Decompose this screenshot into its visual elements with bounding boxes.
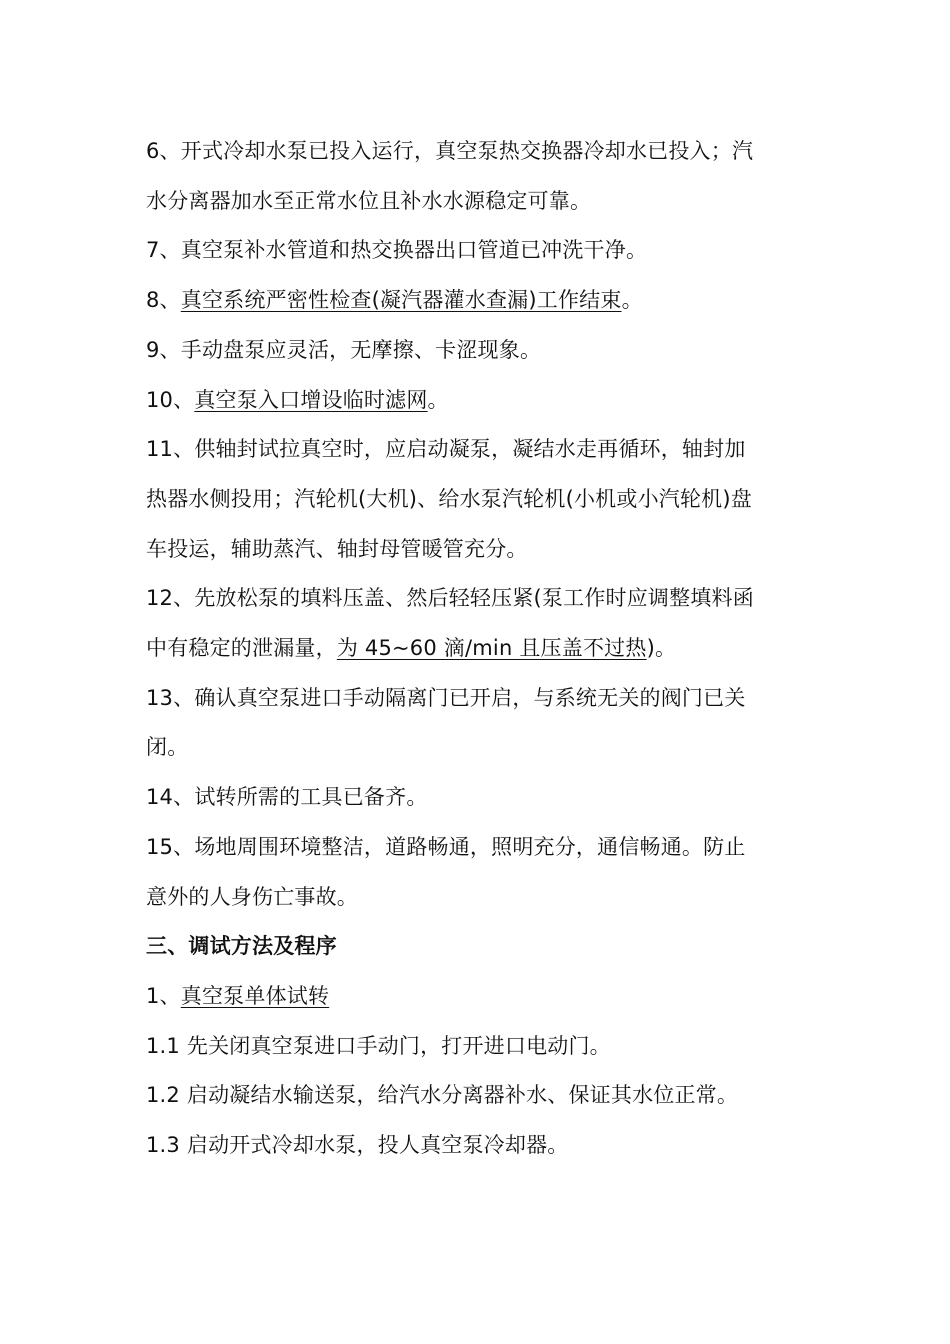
paragraph-line bbox=[146, 434, 746, 464]
text-segment: 热器水侧投用；汽轮机(大机)、给水泵汽轮机(小机或小汽轮机)盘 bbox=[146, 486, 752, 511]
paragraph-line bbox=[146, 882, 358, 912]
text-segment: )。 bbox=[646, 636, 677, 660]
text-segment: 1.3 启动开式冷却水泵，投人真空泵冷却器。 bbox=[146, 1133, 569, 1157]
paragraph-line bbox=[146, 285, 643, 315]
text-segment: 14、试转所需的工具已备齐。 bbox=[146, 785, 428, 810]
text-segment: 12、先放松泵的填料压盖、然后轻轻压紧(泵工作时应调整填料函 bbox=[146, 586, 754, 611]
paragraph-line bbox=[146, 484, 752, 514]
text-segment: 1.1 先关闭真空泵进口手动门，打开进口电动门。 bbox=[146, 1033, 611, 1058]
text-segment: 6、开式冷却水泵已投入运行，真空泵热交换器冷却水已投入；汽 bbox=[146, 139, 754, 163]
paragraph-line bbox=[146, 981, 329, 1011]
paragraph-line bbox=[146, 335, 541, 365]
underlined-text: 真空泵单体试转 bbox=[180, 983, 330, 1008]
text-segment: 10、 bbox=[146, 387, 195, 412]
text-segment: 中有稳定的泄漏量， bbox=[146, 636, 337, 660]
text-segment: 7、真空泵补水管道和热交换器出口管道已冲洗干净。 bbox=[146, 238, 648, 263]
paragraph-line bbox=[146, 1031, 611, 1061]
text-segment: 15、场地周围环境整洁，道路畅通，照明充分，通信畅通。防止 bbox=[146, 834, 746, 859]
paragraph-line bbox=[146, 633, 676, 663]
paragraph-line bbox=[146, 186, 591, 216]
paragraph-line bbox=[146, 583, 754, 613]
paragraph-line bbox=[146, 534, 528, 564]
text-segment: 意外的人身伤亡事故。 bbox=[146, 884, 358, 909]
paragraph-line bbox=[146, 832, 746, 862]
text-segment: 闭。 bbox=[146, 735, 189, 760]
text-segment: 9、手动盘泵应灵活，无摩擦、卡涩现象。 bbox=[146, 337, 542, 362]
text-segment: 11、供轴封试拉真空时，应启动凝泵，凝结水走再循环，轴封加 bbox=[146, 437, 746, 462]
paragraph-line bbox=[146, 782, 428, 812]
underlined-text: 为 45~60 滴/min 且压盖不过热 bbox=[336, 636, 647, 660]
underlined-text: 真空系统严密性检查(凝汽器灌水查漏)工作结束 bbox=[180, 288, 622, 313]
paragraph-line bbox=[146, 732, 188, 762]
paragraph-line bbox=[146, 136, 753, 166]
text-segment: 1.2 启动凝结水输送泵，给汽水分离器补水、保证其水位正常。 bbox=[146, 1083, 739, 1108]
paragraph-line bbox=[146, 1130, 568, 1160]
text-segment: 。 bbox=[427, 387, 449, 412]
text-segment: 车投运，辅助蒸汽、轴封母管暖管充分。 bbox=[146, 536, 528, 561]
text-segment: 三、调试方法及程序 bbox=[146, 934, 337, 959]
underlined-text: 真空泵入口增设临时滤网 bbox=[194, 387, 428, 412]
paragraph-line bbox=[146, 683, 746, 713]
section-heading bbox=[146, 931, 337, 961]
text-segment: 。 bbox=[621, 288, 643, 313]
text-segment: 8、 bbox=[146, 288, 181, 313]
paragraph-line bbox=[146, 235, 647, 265]
text-segment: 1、 bbox=[146, 983, 181, 1008]
text-segment: 水分离器加水至正常水位且补水水源稳定可靠。 bbox=[146, 188, 592, 213]
paragraph-line bbox=[146, 1080, 738, 1110]
text-segment: 13、确认真空泵进口手动隔离门已开启，与系统无关的阀门已关 bbox=[146, 685, 746, 710]
paragraph-line bbox=[146, 385, 449, 415]
